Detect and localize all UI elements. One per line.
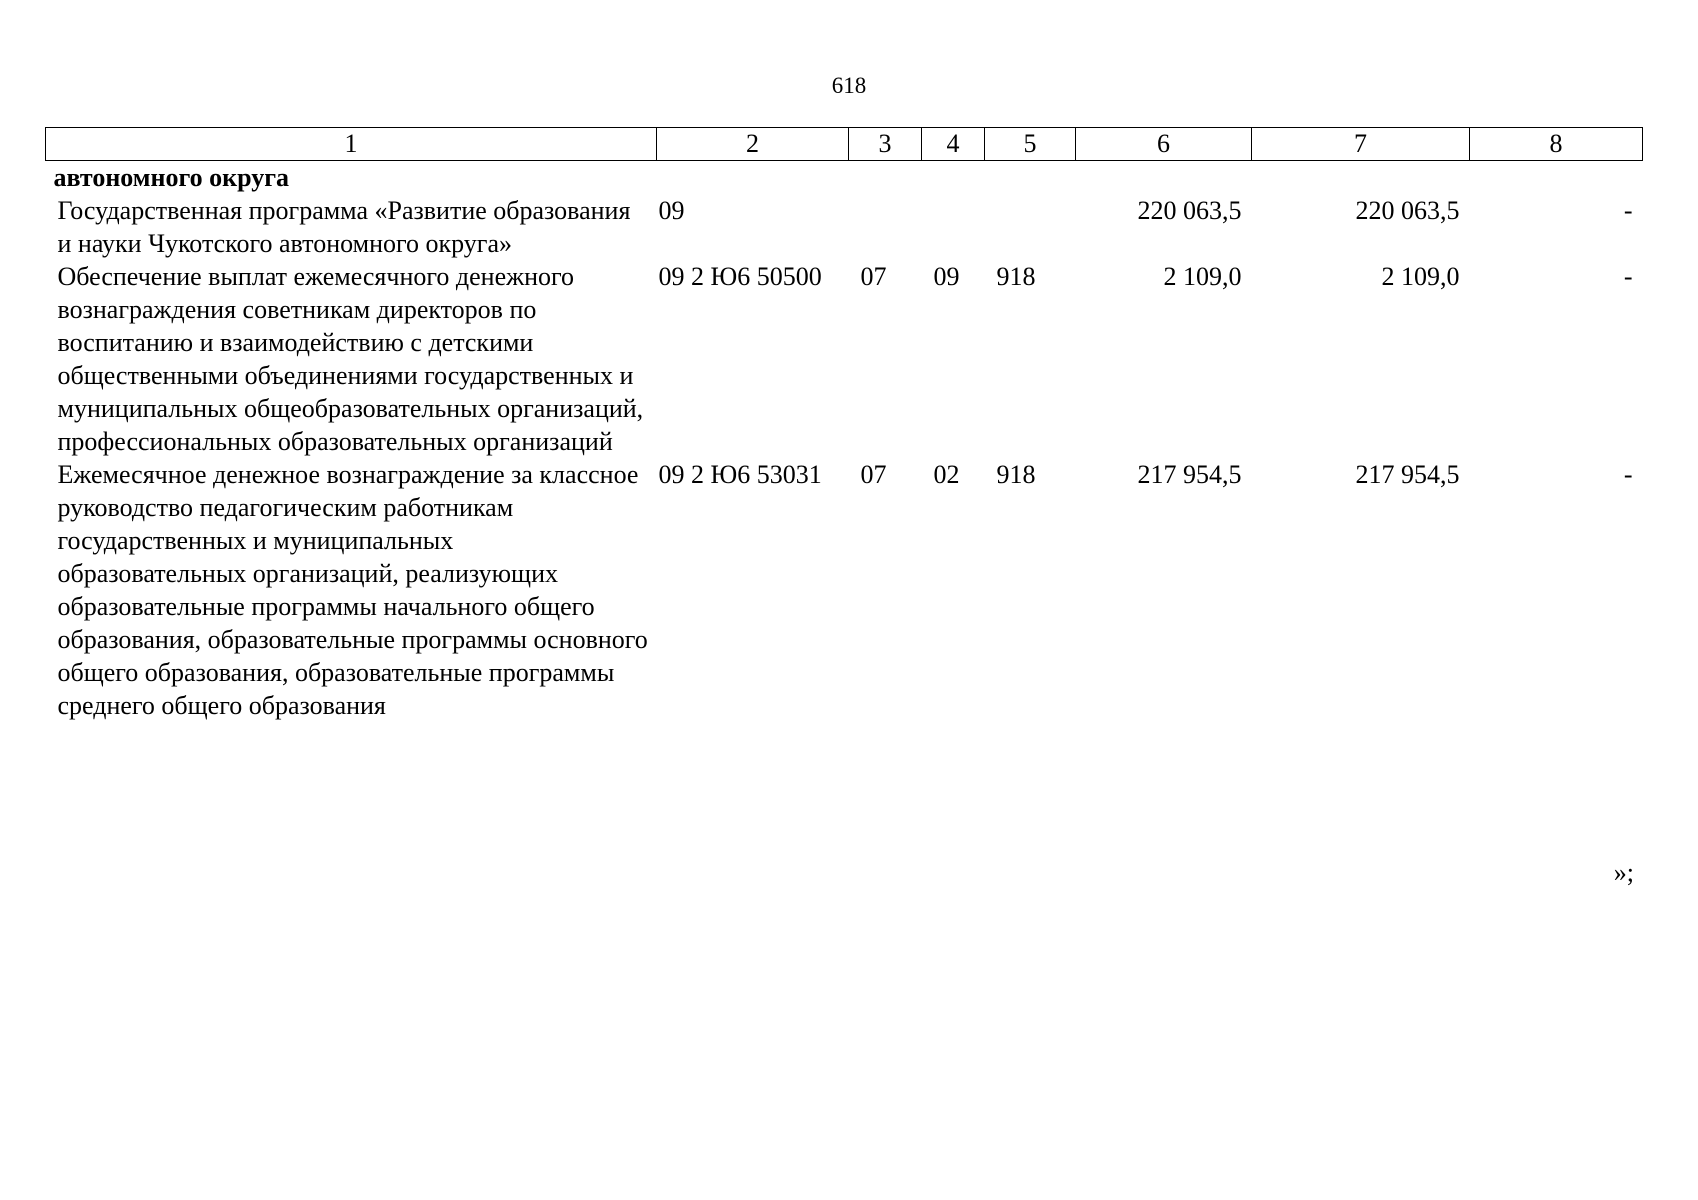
row-other: - <box>1623 262 1633 291</box>
table-header-row <box>46 128 1643 161</box>
column-header-2: 2 <box>657 128 849 161</box>
column-header-5: 5 <box>985 128 1076 161</box>
continuation-title: автономного округа <box>53 163 290 192</box>
row-total: 220 063,5 <box>1137 196 1242 225</box>
row-total: 217 954,5 <box>1137 460 1242 489</box>
table-row <box>46 260 1643 458</box>
row-code: 09 <box>658 196 685 225</box>
table-row-continuation <box>46 161 1643 195</box>
row-other: - <box>1623 196 1633 225</box>
row-other: - <box>1623 460 1633 489</box>
row-code: 09 2 Ю6 50500 <box>658 262 822 291</box>
row-name: Ежемесячное денежное вознаграждение за классное руководство педагогическим работникам государственных и муниципальных образовательных организаций, реализующих образовательные программы начального общего образования, образовательные программы основного общего образования, образовательные программы среднего общего образования <box>57 460 648 720</box>
column-header-7: 7 <box>1252 128 1470 161</box>
row-section: 07 <box>860 262 887 291</box>
column-header-8: 8 <box>1470 128 1643 161</box>
row-amount: 2 109,0 <box>1381 262 1460 291</box>
table-row <box>46 194 1643 260</box>
row-subsection: 09 <box>933 262 960 291</box>
row-section <box>849 194 922 260</box>
row-name: Государственная программа «Развитие образования и науки Чукотского автономного округа» <box>57 196 631 258</box>
row-amount: 217 954,5 <box>1355 460 1460 489</box>
row-amount: 220 063,5 <box>1355 196 1460 225</box>
closing-quote-mark: »; <box>1613 858 1634 887</box>
table-row <box>46 458 1643 722</box>
budget-table <box>45 127 1643 722</box>
page-number: 618 <box>831 73 867 98</box>
row-subsection: 02 <box>933 460 960 489</box>
row-name: Обеспечение выплат ежемесячного денежного вознаграждения советникам директоров по воспитанию и взаимодействию с детскими общественными объединениями государственных и муниципальных общеобразовательных организаций, профессиональных образовательных организаций <box>57 262 644 456</box>
column-header-4: 4 <box>922 128 985 161</box>
column-header-6: 6 <box>1076 128 1252 161</box>
row-total: 2 109,0 <box>1163 262 1242 291</box>
column-header-1: 1 <box>46 128 657 161</box>
row-type: 918 <box>996 460 1036 489</box>
row-type: 918 <box>996 262 1036 291</box>
row-type <box>985 194 1076 260</box>
row-code: 09 2 Ю6 53031 <box>658 460 822 489</box>
row-subsection <box>922 194 985 260</box>
row-section: 07 <box>860 460 887 489</box>
column-header-3: 3 <box>849 128 922 161</box>
